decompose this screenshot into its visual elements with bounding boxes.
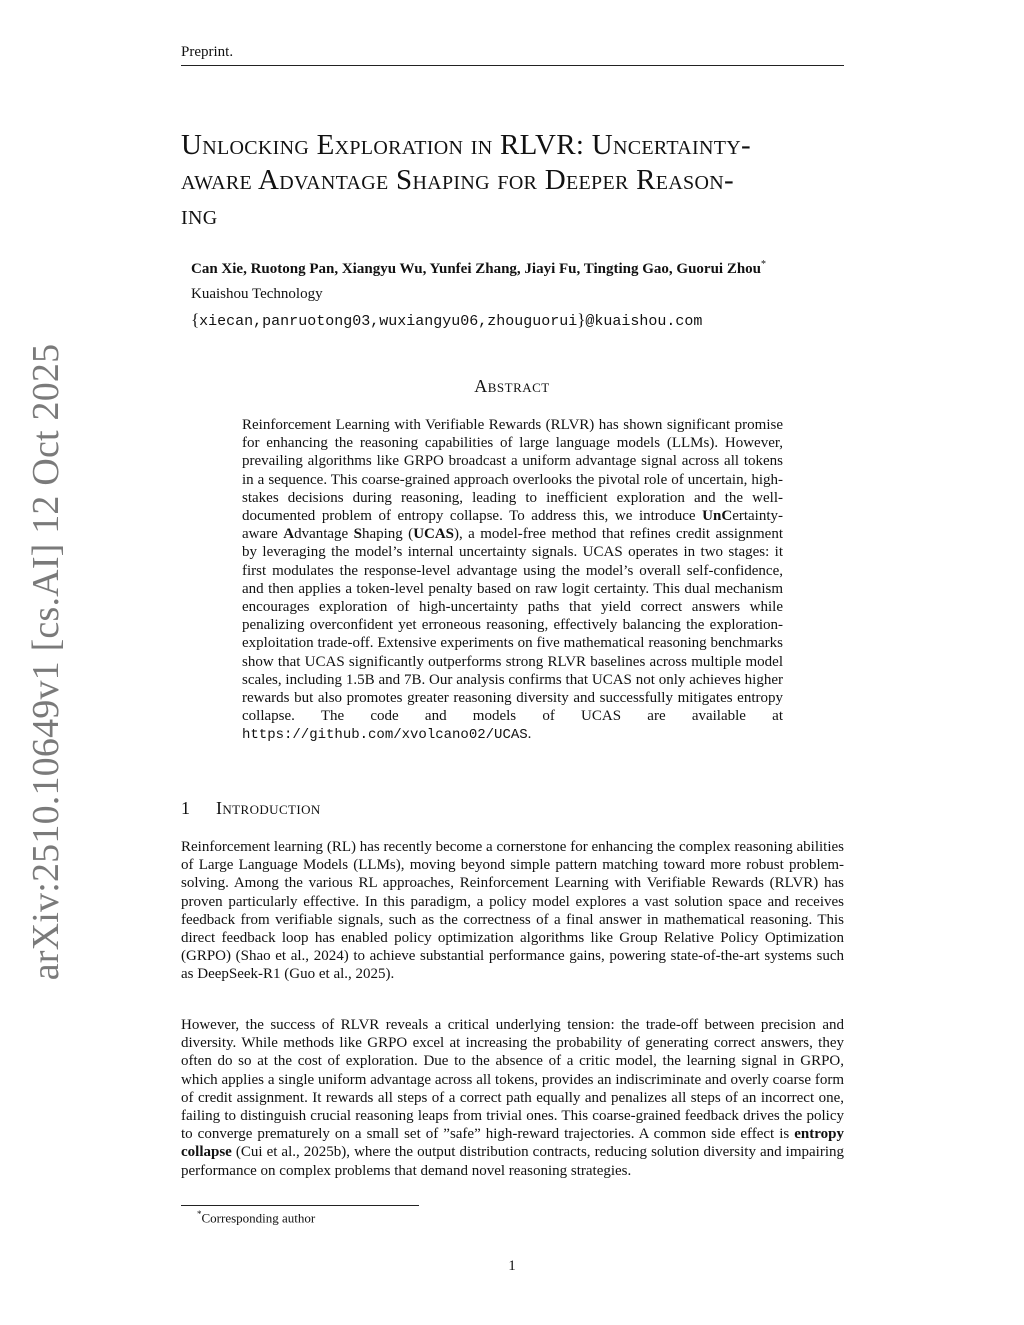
affiliation: Kuaishou Technology [191,286,323,302]
footnote-rule [181,1205,419,1206]
footnote [197,1209,315,1226]
corresponding-mark: * [761,259,767,270]
abstract-text-a: Reinforcement Learning with Verifiable Rewards (RLVR) has shown significant promise for enhancing the reasoning capabilities of large language models (LLMs). However, prevailing algorithms like GRPO broadcast a uniform advantage signal across all tokens in a sequence. This coarse-grained approach overlooks the pivotal role of uncertain, high-stakes decisions during reasoning, leading to inefficient exploration and the well-documented problem of entropy collapse. To address this, we introduce [242,417,783,525]
method-acronym: UCAS [413,526,455,543]
arxiv-identifier-stamp: arXiv:2510.10649v1 [cs.AI] 12 Oct 2025 [25,343,67,981]
intro-paragraph-2 [181,1016,844,1180]
page-number: 1 [508,1258,516,1274]
author-list [191,259,766,278]
method-name-bold-1: UnC [702,508,733,525]
abstract-text-b: ), a model-free method that refines credit assignment by leveraging the model’s internal uncertainty signals. UCAS operates in two stages: it first modulates the response-level advantage using the model’s overall self-confidence, and then applies a token-level penalty based on raw logit certainty. This dual mechanism encourages exploration of high-uncertainty paths that yield correct answers while penalizing overconfident yet erroneous reasoning, effectively balancing the exploration-exploitation trade-off. Extensive experiments on five mathematical reasoning benchmarks show that UCAS significantly outperforms strong RLVR baselines across multiple model scales, including 1.5B and 7B. Our analysis confirms that UCAS not only achieves higher rewards but also promotes greater reasoning diversity and successfully mitigates entropy collapse. The code and models of UCAS are available at [242,526,783,725]
method-name-bold-2: A [283,526,295,543]
header-rule [181,65,844,66]
method-name-1: ertainty-aware [242,508,783,543]
author-emails [191,310,702,330]
abstract-text-end: . [527,726,532,743]
paper-title [181,128,853,233]
email-domain: @kuaishou.com [585,313,703,330]
running-header: Preprint. [181,44,234,60]
title-line-2: aware Advantage Shaping for Deeper Reason- [181,164,734,196]
footnote-mark: * [197,1209,202,1219]
email-close-brace: } [577,310,586,329]
title-line-3: ing [181,199,218,231]
author-names: Can Xie, Ruotong Pan, Xiangyu Wu, Yunfei Zhang, Jiayi Fu, Tingting Gao, Guorui Zhou [191,261,762,277]
method-name-bold-3: S [353,526,362,543]
abstract-body [242,416,783,745]
intro-paragraph-1: Reinforcement learning (RL) has recently become a cornerstone for enhancing the complex reasoning abilities of Large Language Models (LLMs), moving beyond simple pattern matching toward more robust problem-solving. Among the various RL approaches, Reinforcement Learning with Verifiable Rewards (RLVR) has proven particularly effective. In this paradigm, a policy model explores a vast solution space and receives feedback from verifiable signals, such as the correctness of a final answer in mathematical reasoning. This direct feedback loop has enabled policy optimization algorithms like Group Relative Policy Optimization (GRPO) (Shao et al., 2024) to achieve substantial performance gains, powering state-of-the-art systems such as DeepSeek-R1 (Guo et al., 2025). [181,839,844,983]
abstract-heading: Abstract [474,376,550,396]
method-name-3: haping ( [361,526,414,543]
section-number: 1 [181,798,191,818]
paragraph-2-text-a: However, the success of RLVR reveals a critical underlying tension: the trade-off between precision and diversity. While methods like GRPO excel at increasing the probability of generating correct answers, they often do so at the cost of exploration. Due to the absence of a critic model, the learning signal in GRPO, which applies a single uniform advantage across all tokens, provides an indiscriminate and overly coarse form of credit assignment. It rewards all steps of a correct path equally and penalizes all steps of an incorrect one, failing to distinguish crucial reasoning leaps from trivial ones. This coarse-grained feedback drives the policy to converge prematurely on a small set of ”safe” high-reward trajectories. A common side effect is [181,1017,844,1143]
method-name-2: dvantage [294,526,354,543]
footnote-text: Corresponding author [201,1210,316,1226]
section-title: Introduction [216,798,321,818]
email-users: xiecan,panruotong03,wuxiangyu06,zhouguorui [199,313,578,330]
github-link[interactable]: https://github.com/xvolcano02/UCAS [242,727,528,744]
entropy-collapse-term: entropy collapse [181,1126,844,1161]
email-open-brace: { [191,310,200,329]
paragraph-2-text-b: (Cui et al., 2025b), where the output distribution contracts, reducing solution diversity and impairing performance on complex problems that demand novel reasoning strategies. [181,1144,844,1179]
section-heading-introduction [181,798,321,819]
title-line-1: Unlocking Exploration in RLVR: Uncertainty- [181,129,751,161]
